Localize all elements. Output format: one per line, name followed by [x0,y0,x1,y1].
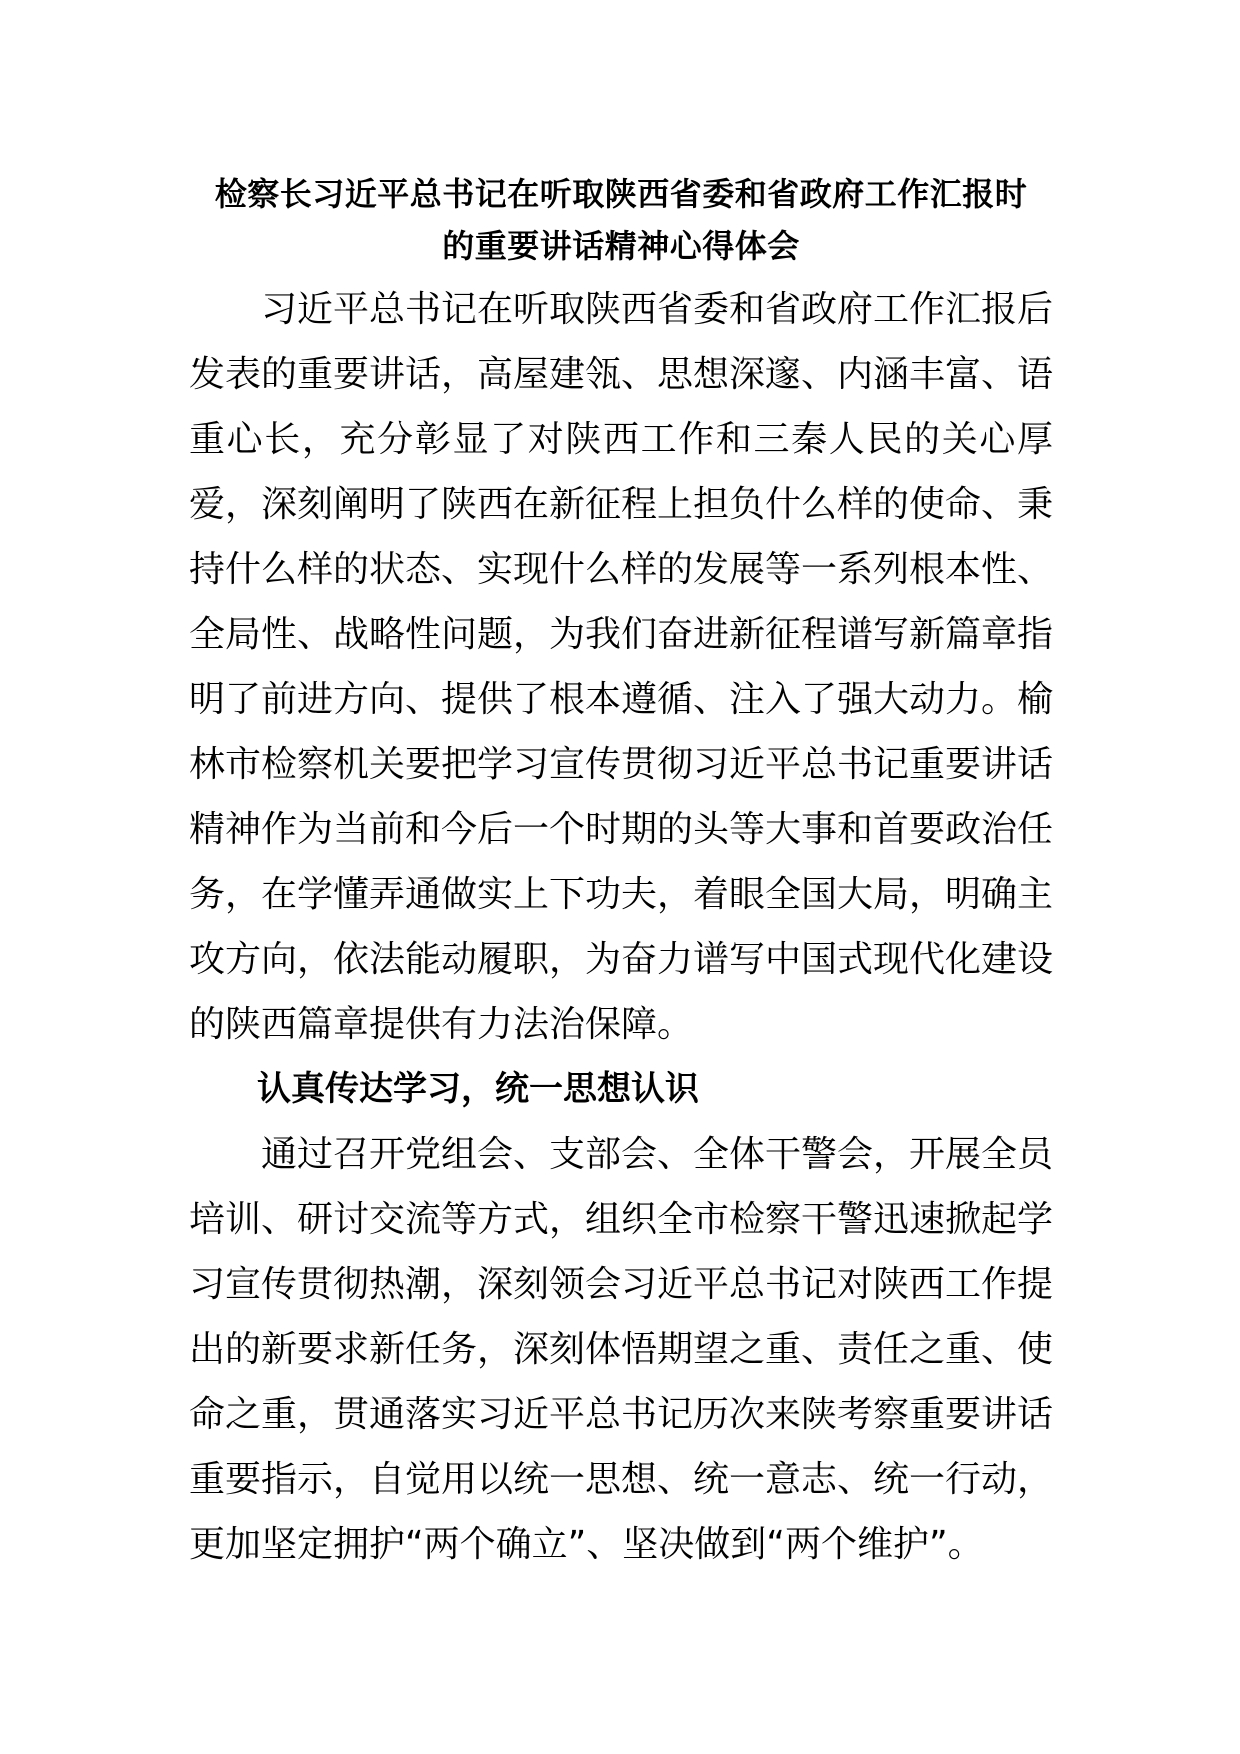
section-heading: 认真传达学习，统一思想认识 [257,1069,699,1109]
title-line-2: 的重要讲话精神心得体会 [442,227,800,265]
body-paragraph-2: 通过召开党组会、支部会、全体干警会，开展全员培训、研讨交流等方式，组织全市检察干警迅速掀起学习宣传贯彻热潮，深刻领会习近平总书记对陕西工作提出的新要求新任务，深刻体悟期望之重、责任之重、使命之重，贯通落实习近平总书记历次来陕考察重要讲话重要指示，自觉用以统一思想、统一意志、统一行动，更加坚定拥护“两个确立”、坚决做到“两个维护”。 [189,1134,1054,1565]
body-paragraph-1: 习近平总书记在听取陕西省委和省政府工作汇报后发表的重要讲话，高屋建瓴、思想深邃、内涵丰富、语重心长，充分彰显了对陕西工作和三秦人民的关心厚爱，深刻阐明了陕西在新征程上担负什么样的使命、秉持什么样的状态、实现什么样的发展等一系列根本性、全局性、战略性问题，为我们奋进新征程谱写新篇章指明了前进方向、提供了根本遵循、注入了强大动力。榆林市检察机关要把学习宣传贯彻习近平总书记重要讲话精神作为当前和今后一个时期的头等大事和首要政治任务，在学懂弄通做实上下功夫，着眼全国大局，明确主攻方向，依法能动履职，为奋力谱写中国式现代化建设的陕西篇章提供有力法治保障。 [189,289,1054,1045]
document-page [189,168,1053,1577]
document-title [189,168,1053,272]
title-line-1: 检察长习近平总书记在听取陕西省委和省政府工作汇报时 [214,175,1028,213]
